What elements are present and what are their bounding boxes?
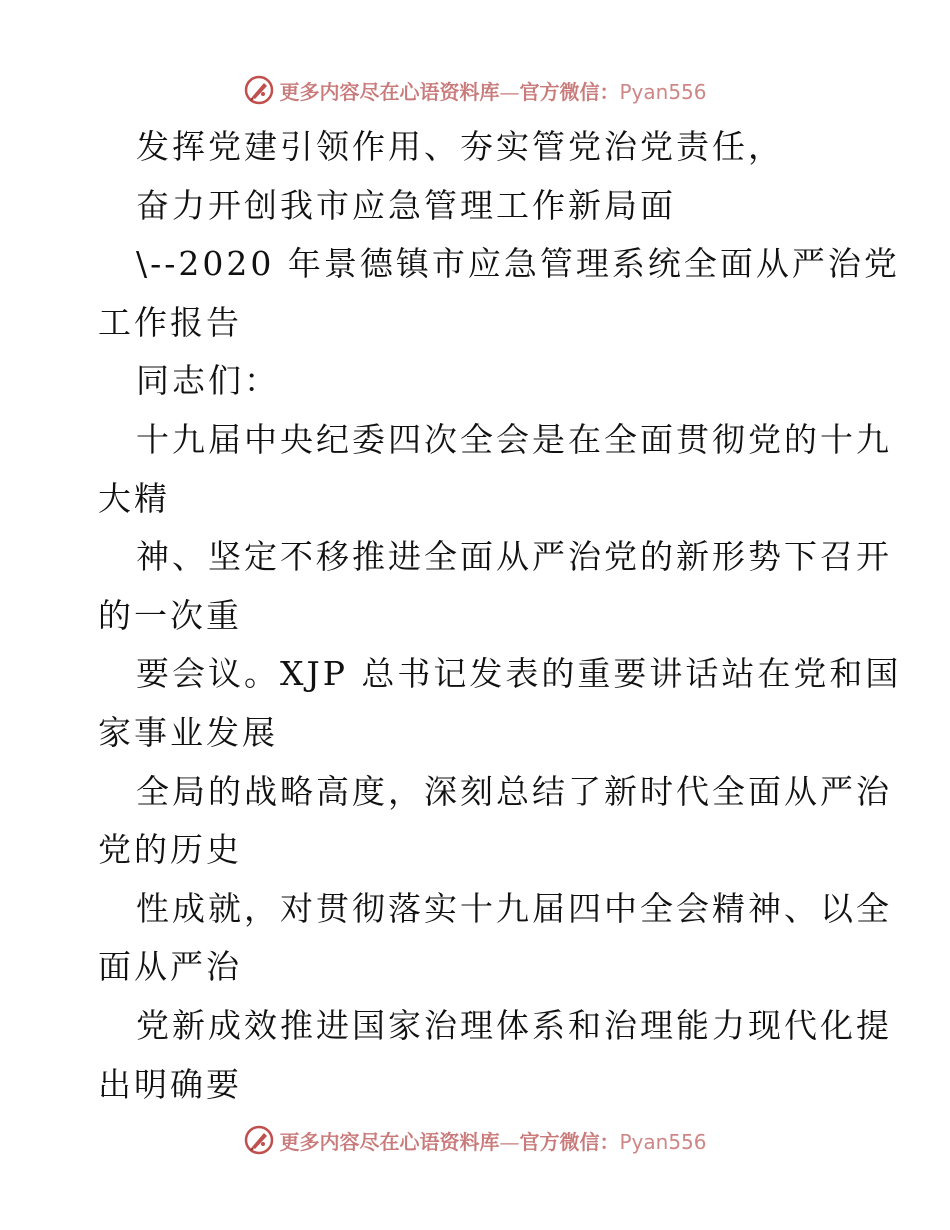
watermark-brand: 更多内容尽在心语资料库	[279, 79, 500, 104]
paragraph-line: 十九届中央纪委四次全会是在全面贯彻党的十九	[136, 419, 892, 459]
paragraph-line: 面从严治	[98, 947, 242, 987]
watermark-text	[279, 76, 706, 105]
subtitle-line-2: 工作报告	[98, 302, 242, 342]
watermark-wechat-id: Pyan556	[619, 1129, 707, 1154]
watermark-wechat-id: Pyan556	[619, 79, 707, 104]
watermark-separator: —	[499, 79, 520, 104]
watermark-wechat-label: 官方微信：	[519, 79, 620, 104]
watermark-separator: —	[499, 1129, 520, 1154]
paragraph-line: 性成就，对贯彻落实十九届四中全会精神、以全	[136, 888, 892, 928]
title-line-1: 发挥党建引领作用、夯实管党治党责任，	[136, 127, 784, 166]
watermark-wechat-label: 官方微信：	[519, 1129, 620, 1154]
quill-seal-icon	[243, 1124, 275, 1156]
watermark-text	[279, 1126, 706, 1155]
header-watermark	[0, 70, 950, 110]
paragraph-line: 要会议。XJP 总书记发表的重要讲话站在党和国	[136, 654, 902, 694]
quill-seal-icon	[243, 74, 275, 106]
paragraph-line: 的一次重	[98, 595, 242, 635]
title-line-2: 奋力开创我市应急管理工作新局面	[136, 185, 676, 225]
paragraph-line: 大精	[98, 478, 170, 518]
paragraph-line: 党的历史	[98, 830, 242, 870]
salutation: 同志们：	[136, 361, 280, 401]
paragraph-line: 神、坚定不移推进全面从严治党的新形势下召开	[136, 537, 892, 577]
footer-watermark	[0, 1120, 950, 1160]
paragraph-line: 党新成效推进国家治理体系和治理能力现代化提	[136, 1005, 892, 1045]
paragraph-line: 出明确要	[98, 1064, 242, 1104]
paragraph-line: 家事业发展	[98, 712, 278, 752]
watermark-brand: 更多内容尽在心语资料库	[279, 1129, 500, 1154]
paragraph-line: 全局的战略高度，深刻总结了新时代全面从严治	[136, 771, 892, 811]
subtitle-line-1: \--2020 年景德镇市应急管理系统全面从严治党	[136, 244, 900, 284]
document-body	[98, 118, 902, 1114]
